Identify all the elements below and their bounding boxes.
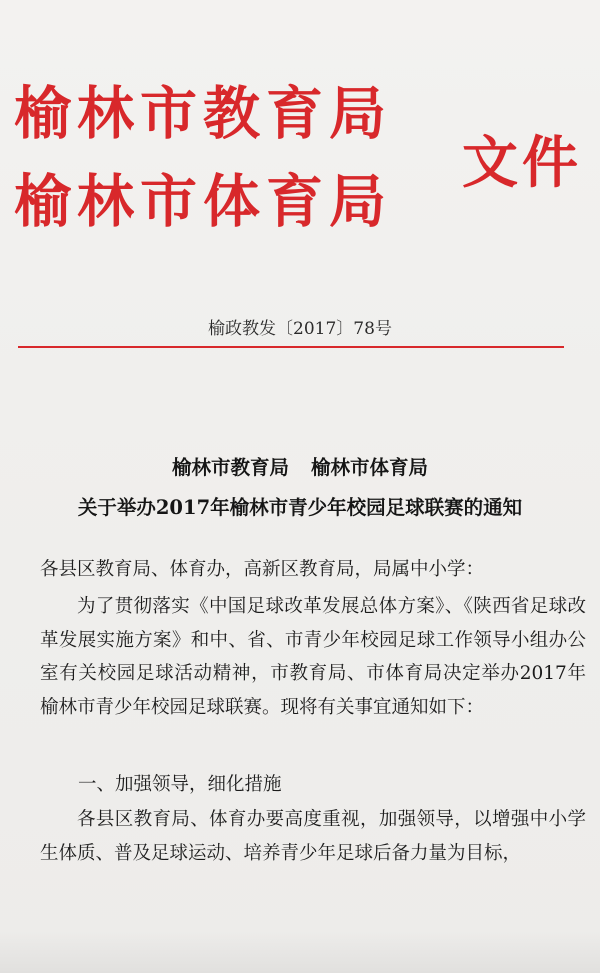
notice-title-issuers <box>0 452 600 480</box>
body-paragraph-2 <box>40 803 586 870</box>
addressee-line: 各县区教育局、体育办，高新区教育局，局属中小学： <box>40 559 485 580</box>
paragraph-text: 为了贯彻落实《中国足球改革发展总体方案》、《陕西省足球改革发展实施方案》和中、省、市青少年校园足球工作领导小组办公室有关校园足球活动精神，市教育局、市体育局决定举办2017年榆林市青少年校园足球联赛。现将有关事宜通知如下： <box>40 596 586 718</box>
notice-title-subject: 关于举办2017年榆林市青少年校园足球联赛的通知 <box>77 496 523 519</box>
issuing-org-education-bureau: 榆林市教育局 <box>14 81 392 147</box>
title-issuer-sports: 榆林市体育局 <box>311 456 429 479</box>
paragraph-text: 各县区教育局、体育办要高度重视，加强领导，以增强中小学生体质、普及足球运动、培养青少年足球后备力量为目标， <box>40 809 586 864</box>
document-number: 榆政教发〔2017〕78号 <box>208 319 392 339</box>
issuing-org-sports-bureau: 榆林市体育局 <box>14 169 392 235</box>
body-paragraph-1 <box>40 590 586 724</box>
document-type-label: 文件 <box>462 131 582 196</box>
red-separator-line <box>18 346 564 348</box>
title-issuer-education: 榆林市教育局 <box>171 456 289 479</box>
letterhead <box>14 81 594 256</box>
page-shadow <box>0 930 600 973</box>
section-heading-1: 一、加强领导，细化措施 <box>78 774 282 795</box>
